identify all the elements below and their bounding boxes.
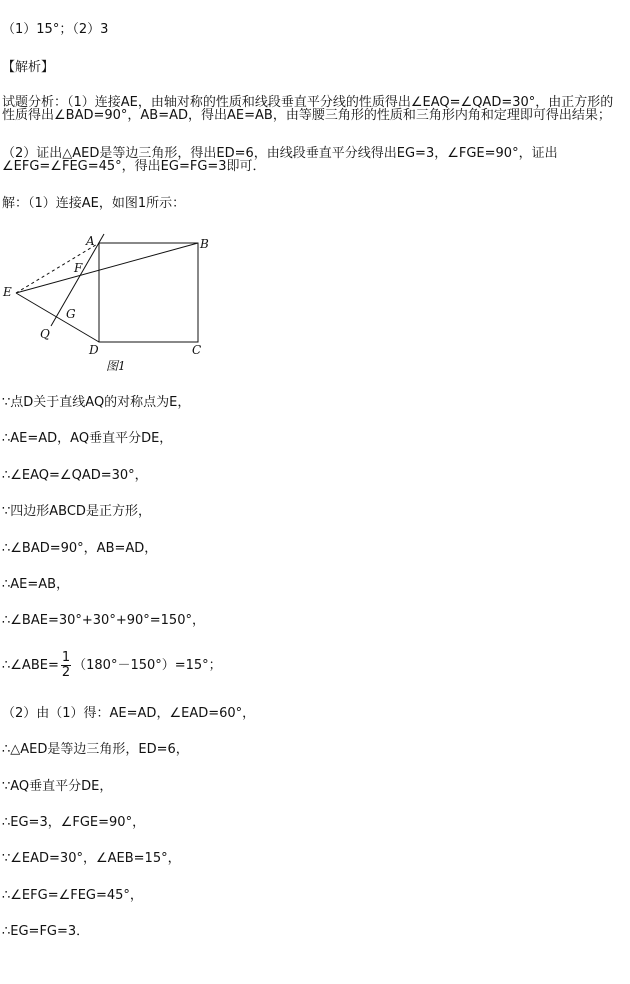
- step-line: ∴AE=AD，AQ垂直平分DE，: [2, 431, 173, 446]
- label-q: Q: [40, 327, 50, 341]
- label-g: G: [66, 307, 76, 321]
- label-d: D: [89, 343, 99, 357]
- analysis-paragraph-2: （2）证出△AED是等边三角形，得出ED=6，由线段垂直平分线得出EG=3，∠FGE=90°，证出∠EFG=∠FEG=45°，得出EG=FG=3即可．: [2, 146, 558, 174]
- step-line: （2）由（1）得：AE=AD，∠EAD=60°，: [2, 706, 256, 721]
- step-line: ∵AQ垂直平分DE，: [2, 779, 113, 794]
- label-e: E: [3, 285, 12, 299]
- figure-caption: 图1: [106, 359, 126, 373]
- step-line: ∴AE=AB，: [2, 577, 70, 592]
- label-a: A: [86, 234, 95, 248]
- segment-ed: [16, 293, 99, 342]
- step-line: ∴△AED是等边三角形，ED=6，: [2, 742, 189, 757]
- step-line: ∴∠EAQ=∠QAD=30°，: [2, 468, 148, 483]
- analysis-paragraph-1: 试题分析：（1）连接AE，由轴对称的性质和线段垂直平分线的性质得出∠EAQ=∠QAD=30°，由正方形的性质得出∠BAD=90°，AB=AD，得出AE=AB，由等腰三角形的性质和三角形内角和定理即可得出结果；: [2, 95, 614, 123]
- label-c: C: [192, 343, 202, 357]
- step-line: ∴EG=3，∠FGE=90°，: [2, 815, 146, 830]
- step-abe-suffix: （180°－150°）=15°；: [73, 658, 222, 673]
- label-b: B: [200, 237, 209, 251]
- square-abcd: [99, 243, 198, 342]
- step-line: ∴∠EFG=∠FEG=45°，: [2, 888, 143, 903]
- line-aq: [51, 234, 104, 326]
- step-line: ∵点D关于直线AQ的对称点为E，: [2, 395, 191, 410]
- step-line: ∴∠BAD=90°，AB=AD，: [2, 541, 158, 556]
- step-line: ∴EG=FG=3．: [2, 924, 90, 939]
- answer-line: （1）15°；（2）3: [2, 22, 109, 37]
- fraction-numerator: 1: [61, 650, 71, 665]
- geometry-figure-1: [0, 228, 230, 378]
- step-abe-line: [2, 651, 222, 681]
- label-f: F: [74, 261, 83, 275]
- step-line: ∵四边形ABCD是正方形，: [2, 504, 151, 519]
- step-line: ∴∠BAE=30°+30°+90°=150°，: [2, 613, 205, 628]
- analysis-header: 【解析】: [2, 60, 55, 75]
- segment-eb: [16, 243, 198, 293]
- solution-intro: 解：（1）连接AE，如图1所示：: [2, 196, 186, 211]
- step-line: ∵∠EAD=30°，∠AEB=15°，: [2, 851, 181, 866]
- segment-ae-dashed: [16, 243, 99, 293]
- fraction-denominator: 2: [61, 665, 71, 680]
- fraction-one-half: [61, 651, 71, 680]
- step-abe-prefix: ∴∠ABE=: [2, 658, 59, 673]
